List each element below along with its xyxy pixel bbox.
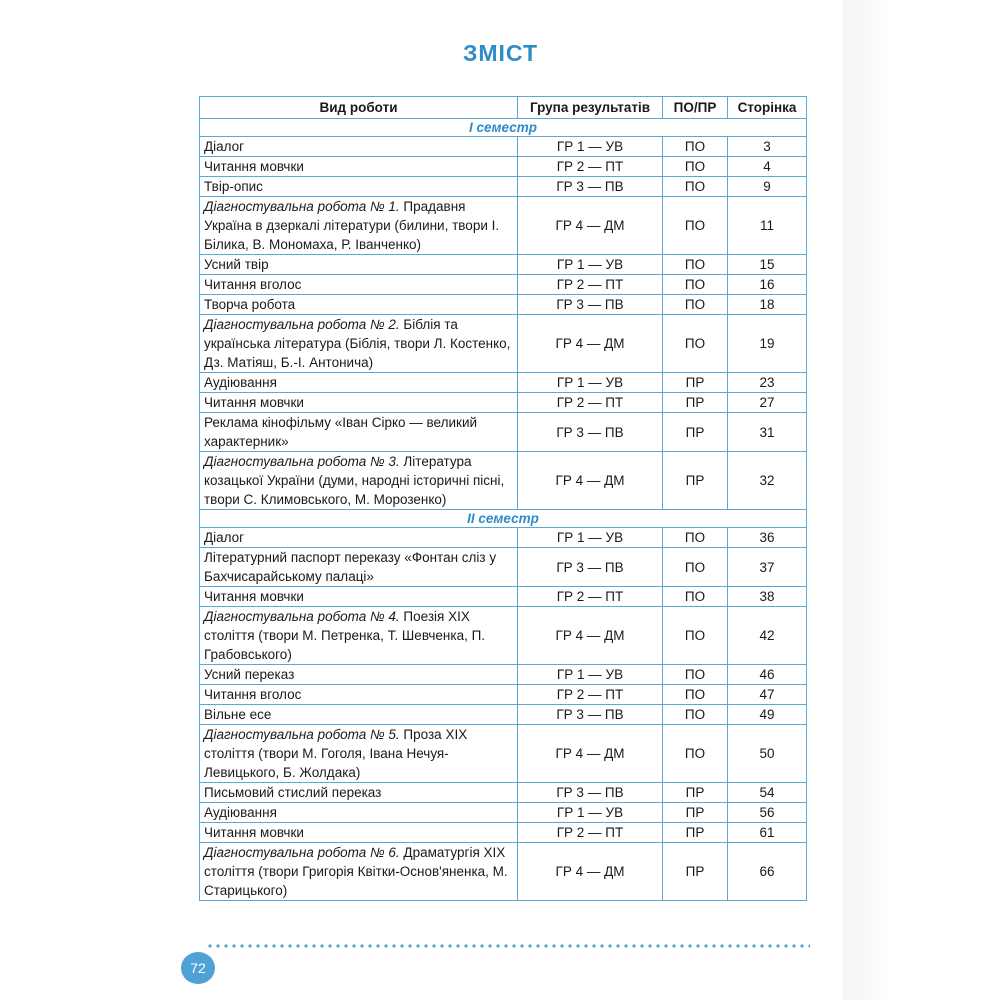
page-edge-shadow [843,0,1000,1000]
type-cell: ПР [663,393,728,413]
group-cell: ГР 4 — ДМ [518,843,663,901]
work-text: Усний переказ [204,667,295,682]
page-cell: 3 [728,137,807,157]
semester-row [200,510,807,528]
semester-row [200,119,807,137]
type-cell: ПО [663,275,728,295]
group-cell: ГР 4 — ДМ [518,197,663,255]
work-title-italic: Діагностувальна робота № 6. [204,845,400,860]
work-text: Вільне есе [204,707,272,722]
work-cell [200,783,518,803]
table-row [200,275,807,295]
page-cell: 18 [728,295,807,315]
work-text: Письмовий стислий переказ [204,785,382,800]
page-cell: 66 [728,843,807,901]
group-cell: ГР 3 — ПВ [518,705,663,725]
group-cell: ГР 2 — ПТ [518,587,663,607]
type-cell: ПО [663,137,728,157]
work-title-italic: Діагностувальна робота № 1. [204,199,400,214]
table-row [200,607,807,665]
semester-label: ІІ семестр [200,510,807,528]
page-cell: 38 [728,587,807,607]
work-text: Аудіювання [204,375,277,390]
header-group: Група результатів [518,97,663,119]
work-text: Прадавня Україна в дзеркалі літератури (билини, твори І. Білика, В. Мономаха, Р. Іванченко) [204,199,500,252]
page-cell: 16 [728,275,807,295]
group-cell: ГР 2 — ПТ [518,685,663,705]
dotted-divider [206,944,810,948]
page-cell: 32 [728,452,807,510]
group-cell: ГР 1 — УВ [518,373,663,393]
type-cell: ПР [663,452,728,510]
type-cell: ПР [663,413,728,452]
work-text: Діалог [204,530,245,545]
work-title-italic: Діагностувальна робота № 5. [204,727,400,742]
type-cell: ПО [663,607,728,665]
work-cell [200,607,518,665]
type-cell: ПО [663,665,728,685]
page-cell: 23 [728,373,807,393]
table-row [200,803,807,823]
work-title-italic: Діагностувальна робота № 4. [204,609,400,624]
page-cell: 9 [728,177,807,197]
work-text: Усний твір [204,257,269,272]
work-cell [200,373,518,393]
table-row [200,823,807,843]
work-text: Проза ХІХ століття (твори М. Гоголя, Івана Нечуя-Левицького, Б. Жолдака) [204,727,468,780]
type-cell: ПО [663,548,728,587]
work-text: Читання мовчки [204,825,304,840]
table-header-row [200,97,807,119]
work-cell [200,843,518,901]
table-row [200,528,807,548]
work-text: Літературний паспорт переказу «Фонтан сліз у Бахчисарайському палаці» [204,550,497,584]
work-cell [200,548,518,587]
table-row [200,177,807,197]
type-cell: ПО [663,685,728,705]
page-title: ЗМІСТ [462,40,539,66]
work-cell [200,197,518,255]
page-number-badge: 72 [181,952,215,984]
work-cell [200,823,518,843]
work-cell [200,275,518,295]
work-cell [200,528,518,548]
type-cell: ПО [663,197,728,255]
type-cell: ПО [663,315,728,373]
header-page: Сторінка [728,97,807,119]
table-row [200,295,807,315]
work-text: Діалог [204,139,245,154]
work-cell [200,255,518,275]
work-text: Аудіювання [204,805,277,820]
work-text: Реклама кінофільму «Іван Сірко — великий характерник» [204,415,478,449]
page-cell: 49 [728,705,807,725]
type-cell: ПО [663,157,728,177]
table-row [200,413,807,452]
table-row [200,705,807,725]
header-type: ПО/ПР [663,97,728,119]
work-text: Творча робота [204,297,296,312]
work-text: Драматургія ХІХ століття (твори Григорія Квітки-Основ'яненка, М. Старицького) [204,845,508,898]
work-title-italic: Діагностувальна робота № 2. [204,317,400,332]
contents-body [200,119,807,901]
table-row [200,157,807,177]
group-cell: ГР 1 — УВ [518,137,663,157]
table-row [200,685,807,705]
group-cell: ГР 2 — ПТ [518,823,663,843]
group-cell: ГР 3 — ПВ [518,548,663,587]
type-cell: ПР [663,783,728,803]
contents-table [199,96,807,901]
table-row [200,315,807,373]
work-text: Читання вголос [204,277,302,292]
page-cell: 47 [728,685,807,705]
page-cell: 36 [728,528,807,548]
table-row [200,255,807,275]
type-cell: ПО [663,295,728,315]
work-text: Література козацької України (думи, народні історичні пісні, твори С. Климовського, М. Морозенко) [204,454,505,507]
type-cell: ПР [663,823,728,843]
table-row [200,665,807,685]
header-work: Вид роботи [200,97,518,119]
work-cell [200,803,518,823]
table-row [200,137,807,157]
type-cell: ПО [663,725,728,783]
type-cell: ПР [663,373,728,393]
work-cell [200,315,518,373]
type-cell: ПО [663,177,728,197]
group-cell: ГР 4 — ДМ [518,315,663,373]
work-text: Твір-опис [204,179,263,194]
type-cell: ПО [663,255,728,275]
group-cell: ГР 4 — ДМ [518,452,663,510]
group-cell: ГР 2 — ПТ [518,393,663,413]
group-cell: ГР 3 — ПВ [518,783,663,803]
type-cell: ПО [663,705,728,725]
table-row [200,393,807,413]
group-cell: ГР 1 — УВ [518,803,663,823]
work-cell [200,157,518,177]
work-text: Читання мовчки [204,395,304,410]
group-cell: ГР 3 — ПВ [518,177,663,197]
group-cell: ГР 4 — ДМ [518,725,663,783]
page-cell: 61 [728,823,807,843]
work-cell [200,295,518,315]
page-cell: 27 [728,393,807,413]
work-cell [200,137,518,157]
table-row [200,373,807,393]
group-cell: ГР 1 — УВ [518,528,663,548]
table-row [200,452,807,510]
table-row [200,725,807,783]
page-cell: 54 [728,783,807,803]
page-cell: 31 [728,413,807,452]
table-row [200,587,807,607]
type-cell: ПР [663,803,728,823]
group-cell: ГР 4 — ДМ [518,607,663,665]
page-cell: 46 [728,665,807,685]
work-text: Поезія ХІХ століття (твори М. Петренка, Т. Шевченка, П. Грабовського) [204,609,486,662]
work-cell [200,177,518,197]
group-cell: ГР 2 — ПТ [518,275,663,295]
group-cell: ГР 2 — ПТ [518,157,663,177]
page-cell: 4 [728,157,807,177]
semester-label: І семестр [200,119,807,137]
table-row [200,843,807,901]
page-cell: 37 [728,548,807,587]
work-cell [200,393,518,413]
work-text: Біблія та українська література (Біблія, твори Л. Костенко, Дз. Матіяш, Б.-І. Антонича) [204,317,511,370]
work-cell [200,587,518,607]
table-row [200,783,807,803]
page-cell: 50 [728,725,807,783]
work-text: Читання мовчки [204,159,304,174]
work-cell [200,452,518,510]
group-cell: ГР 1 — УВ [518,255,663,275]
table-row [200,197,807,255]
type-cell: ПО [663,528,728,548]
type-cell: ПР [663,843,728,901]
page-cell: 56 [728,803,807,823]
table-row [200,548,807,587]
page-cell: 11 [728,197,807,255]
work-title-italic: Діагностувальна робота № 3. [204,454,400,469]
group-cell: ГР 3 — ПВ [518,413,663,452]
page-cell: 15 [728,255,807,275]
work-cell [200,413,518,452]
group-cell: ГР 3 — ПВ [518,295,663,315]
work-cell [200,725,518,783]
work-cell [200,705,518,725]
type-cell: ПО [663,587,728,607]
work-cell [200,685,518,705]
work-cell [200,665,518,685]
group-cell: ГР 1 — УВ [518,665,663,685]
page-cell: 19 [728,315,807,373]
work-text: Читання мовчки [204,589,304,604]
work-text: Читання вголос [204,687,302,702]
page-cell: 42 [728,607,807,665]
